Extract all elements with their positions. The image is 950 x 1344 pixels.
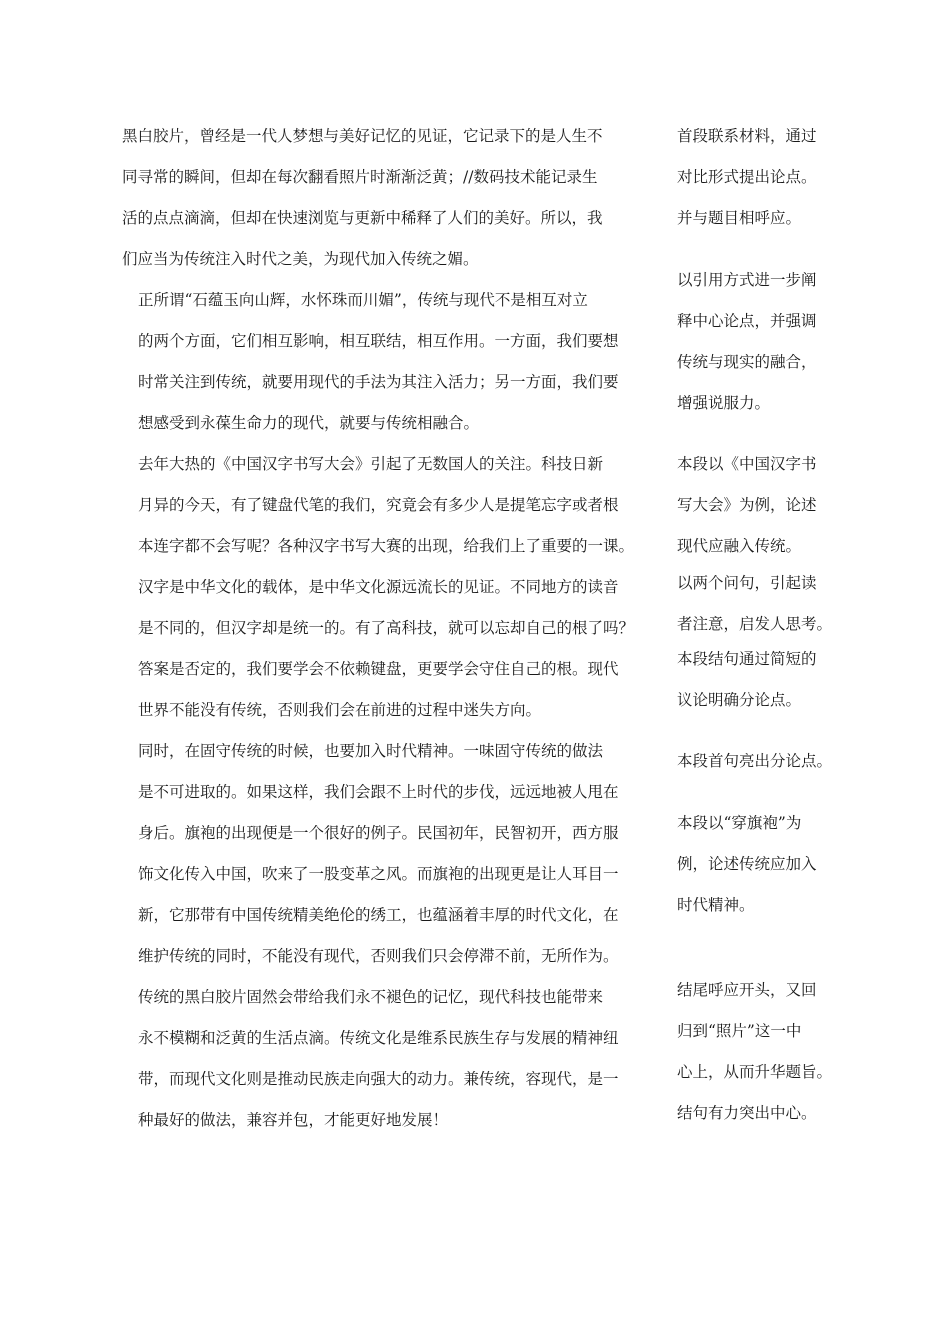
annotation-6 [677, 741, 847, 782]
text-line: 答案是否定的，我们要学会不依赖键盘，更要学会守住自己的根。现代 [138, 660, 619, 678]
text-line: 正所谓“石蕴玉向山辉，水怀珠而川媚”，传统与现代不是相互对立 [138, 291, 588, 309]
text-line: 去年大热的《中国汉字书写大会》引起了无数国人的关注。科技日新 [138, 455, 604, 473]
annotation-line: 例，论述传统应加入 [677, 855, 817, 873]
text-line: 是不可进取的。如果这样，我们会跟不上时代的步伐，远远地被人甩在 [138, 783, 619, 801]
annotation-line: 首段联系材料，通过 [677, 127, 817, 145]
paragraph-1 [122, 116, 660, 280]
text-line: 种最好的做法，兼容并包，才能更好地发展！ [138, 1111, 449, 1129]
annotation-7 [677, 803, 847, 926]
text-line: 永不模糊和泛黄的生活点滴。传统文化是维系民族生存与发展的精神纽 [138, 1029, 619, 1047]
annotation-line: 本段首句亮出分论点。 [677, 752, 833, 770]
text-line: 们应当为传统注入时代之美，为现代加入传统之媚。 [122, 250, 479, 268]
text-line: 黑白胶片，曾经是一代人梦想与美好记忆的见证，它记录下的是人生不 [122, 127, 603, 145]
annotation-3 [677, 444, 847, 567]
text-line: 新，它那带有中国传统精美绝伦的绣工，也蕴涵着丰厚的时代文化，在 [138, 906, 619, 924]
annotation-2 [677, 260, 847, 424]
text-line: 月异的今天，有了键盘代笔的我们，究竟会有多少人是提笔忘字或者根 [138, 496, 619, 514]
paragraph-3 [122, 444, 660, 731]
text-line: 同寻常的瞬间，但却在每次翻看照片时渐渐泛黄；//数码技术能记录生 [122, 168, 598, 186]
annotation-line: 议论明确分论点。 [677, 691, 802, 709]
annotation-line: 传统与现实的融合， [677, 353, 817, 371]
annotation-5 [677, 639, 847, 721]
annotation-line: 现代应融入传统。 [677, 537, 802, 555]
annotation-line: 并与题目相呼应。 [677, 209, 802, 227]
text-line: 时常关注到传统，就要用现代的手法为其注入活力；另一方面，我们要 [138, 373, 619, 391]
annotation-line: 对比形式提出论点。 [677, 168, 817, 186]
text-line: 汉字是中华文化的载体，是中华文化源远流长的见证。不同地方的读音 [138, 578, 619, 596]
annotation-line: 以两个问句，引起读 [677, 574, 817, 592]
annotation-1 [677, 116, 847, 239]
annotation-line: 释中心论点，并强调 [677, 312, 817, 330]
annotation-line: 写大会》为例，论述 [677, 496, 817, 514]
text-line: 世界不能没有传统，否则我们会在前进的过程中迷失方向。 [138, 701, 542, 719]
annotation-line: 心上，从而升华题旨。 [677, 1063, 833, 1081]
text-line: 活的点点滴滴，但却在快速浏览与更新中稀释了人们的美好。所以，我 [122, 209, 603, 227]
annotation-line: 本段以《中国汉字书 [677, 455, 817, 473]
text-line: 同时，在固守传统的时候，也要加入时代精神。一味固守传统的做法 [138, 742, 604, 760]
annotation-line: 本段结句通过简短的 [677, 650, 817, 668]
annotation-line: 者注意，启发人思考。 [677, 615, 833, 633]
text-line: 传统的黑白胶片固然会带给我们永不褪色的记忆，现代科技也能带来 [138, 988, 604, 1006]
text-line: 带，而现代文化则是推动民族走向强大的动力。兼传统，容现代，是一 [138, 1070, 619, 1088]
annotation-line: 增强说服力。 [677, 394, 771, 412]
annotation-8 [677, 970, 847, 1093]
paragraph-5 [122, 977, 660, 1141]
annotation-line: 结句有力突出中心。 [677, 1104, 817, 1122]
text-line: 是不同的，但汉字却是统一的。有了高科技，就可以忘却自己的根了吗？ [138, 619, 635, 637]
annotation-line: 以引用方式进一步阐 [677, 271, 817, 289]
text-line: 的两个方面，它们相互影响，相互联结，相互作用。一方面，我们要想 [138, 332, 619, 350]
paragraph-2 [122, 280, 660, 444]
text-line: 维护传统的同时，不能没有现代，否则我们只会停滞不前，无所作为。 [138, 947, 619, 965]
text-line: 想感受到永葆生命力的现代，就要与传统相融合。 [138, 414, 480, 432]
annotation-line: 本段以“穿旗袍”为 [677, 814, 802, 832]
annotation-line: 归到“照片”这一中 [677, 1022, 802, 1040]
annotation-4 [677, 563, 847, 645]
annotation-line: 结尾呼应开头，又回 [677, 981, 817, 999]
annotation-line: 时代精神。 [677, 896, 755, 914]
text-line: 身后。旗袍的出现便是一个很好的例子。民国初年，民智初开，西方服 [138, 824, 619, 842]
annotation-9 [677, 1093, 847, 1134]
essay-body [122, 116, 660, 1141]
text-line: 本连字都不会写呢？各种汉字书写大赛的出现，给我们上了重要的一课。 [138, 537, 635, 555]
text-line: 饰文化传入中国，吹来了一股变革之风。而旗袍的出现更是让人耳目一 [138, 865, 619, 883]
paragraph-4 [122, 731, 660, 977]
